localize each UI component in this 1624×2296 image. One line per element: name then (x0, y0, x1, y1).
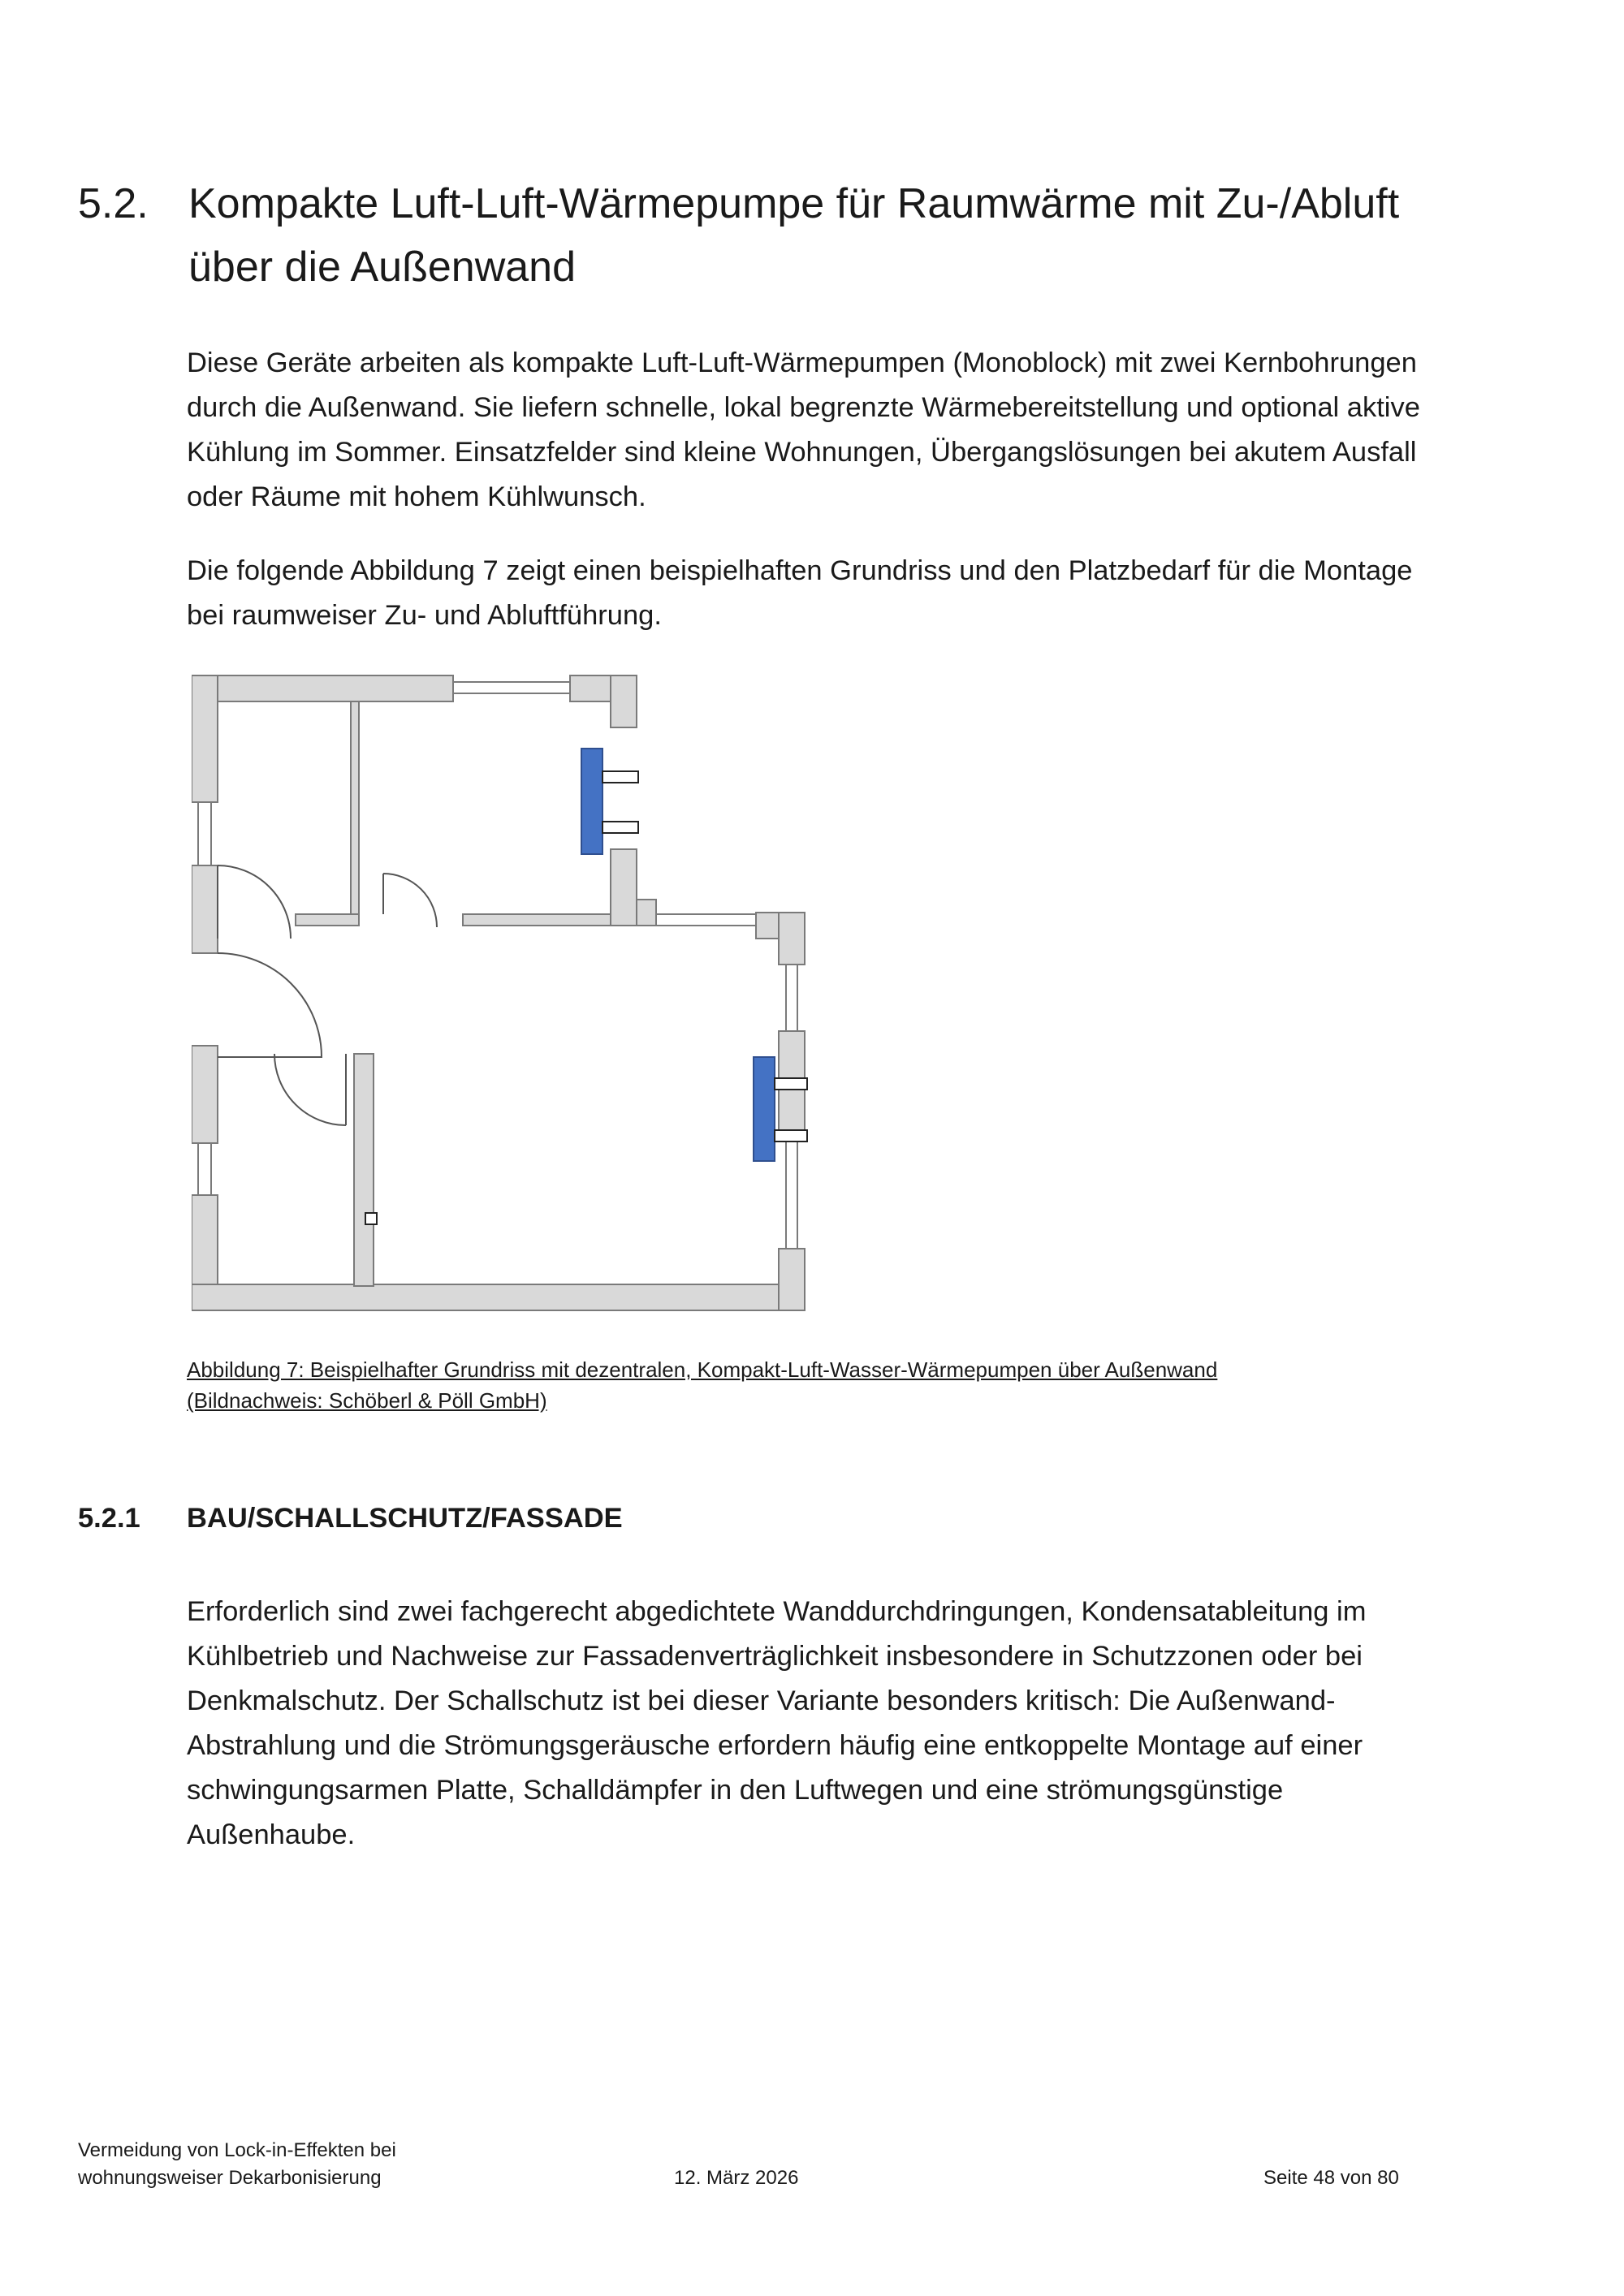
subsection-title: BAU/SCHALLSCHUTZ/FASSADE (187, 1503, 623, 1534)
window (786, 1133, 797, 1249)
section-heading (78, 172, 1491, 299)
wall (192, 1284, 805, 1310)
wall-penetration (603, 771, 638, 783)
footer-page-number: Seite 48 von 80 (1263, 2167, 1399, 2189)
door-swing (383, 874, 437, 927)
windows (198, 682, 797, 1249)
wall (192, 675, 218, 802)
window (198, 1143, 211, 1195)
footer-date: 12. März 2026 (674, 2167, 799, 2189)
intro-paragraph: Diese Geräte arbeiten als kompakte Luft-Luft-Wärmepumpen (Monoblock) mit zwei Kernbohrungen durch die Außenwand. Sie liefern schnelle, lokal begrenzte Wärmebereitstellung und optional aktive Kühlung im Sommer. Einsatzfelder sind kleine Wohnungen, Übergangslösungen bei akutem Ausfall oder Räume mit hohem Kühlwunsch. (187, 347, 1420, 512)
wall (779, 913, 805, 965)
figure-reference-paragraph: Die folgende Abbildung 7 zeigt einen beispielhaften Grundriss und den Platzbedarf für die Montage bei raumweiser Zu- und Abluftführung. (187, 555, 1413, 631)
floor-plan-drawing (192, 671, 817, 1312)
window (453, 682, 570, 693)
section-number: 5.2. (78, 180, 149, 227)
figure-caption (187, 1354, 1405, 1416)
caption-line-1: Abbildung 7: Beispielhafter Grundriss mit dezentralen, Kompakt-Luft-Wasser-Wärmepumpen über Außenwand (187, 1357, 1218, 1382)
wall-penetration (775, 1078, 807, 1090)
heat-pump-unit (754, 1057, 775, 1161)
wall (192, 1046, 218, 1143)
door-swing (218, 953, 322, 1057)
wall (192, 675, 453, 701)
wall (611, 675, 637, 727)
window (786, 965, 797, 1031)
wall (637, 900, 656, 926)
caption-line-2: (Bildnachweis: Schöberl & Pöll GmbH) (187, 1388, 547, 1413)
subsection-body: Erforderlich sind zwei fachgerecht abgedichtete Wanddurchdringungen, Kondensatableitung im Kühlbetrieb und Nachweise zur Fassadenverträglichkeit insbesondere in Schutzzonen oder bei Denkmalschutz. Der Schallschutz ist bei dieser Variante besonders kritisch: Die Außenwand-Abstrahlung und die Strömungsgeräusche erfordern häufig eine entkoppelte Montage auf einer schwingungsarmen Platte, Schalldämpfer in den Luftwegen und eine strömungsgünstige Außenhaube. (187, 1596, 1367, 1850)
wall (779, 1249, 805, 1310)
subsection-number: 5.2.1 (78, 1503, 140, 1534)
wall (192, 865, 218, 953)
footer-title-line-2: wohnungsweiser Dekarbonisierung (78, 2167, 382, 2189)
window (656, 914, 756, 926)
wall (611, 849, 637, 926)
footer-title-line-1: Vermeidung von Lock-in-Effekten bei (78, 2139, 396, 2161)
door-swing (218, 865, 291, 939)
heat-pump-units (581, 749, 807, 1161)
subsection-heading (78, 1497, 623, 1539)
section-title: Kompakte Luft-Luft-Wärmepumpe für Raumwärme mit Zu-/Abluft über die Außenwand (188, 180, 1400, 291)
heat-pump-unit (581, 749, 603, 854)
shaft-box (365, 1213, 377, 1224)
window (198, 802, 211, 865)
walls (192, 675, 805, 1310)
wall-penetration (603, 822, 638, 833)
doors (218, 865, 437, 1125)
footer-document-title (78, 2137, 484, 2192)
wall (296, 914, 359, 926)
wall (351, 701, 359, 924)
floor-plan-figure (192, 671, 817, 1312)
door-swing (274, 1054, 346, 1125)
wall (354, 1054, 374, 1286)
wall-penetration (775, 1130, 807, 1142)
